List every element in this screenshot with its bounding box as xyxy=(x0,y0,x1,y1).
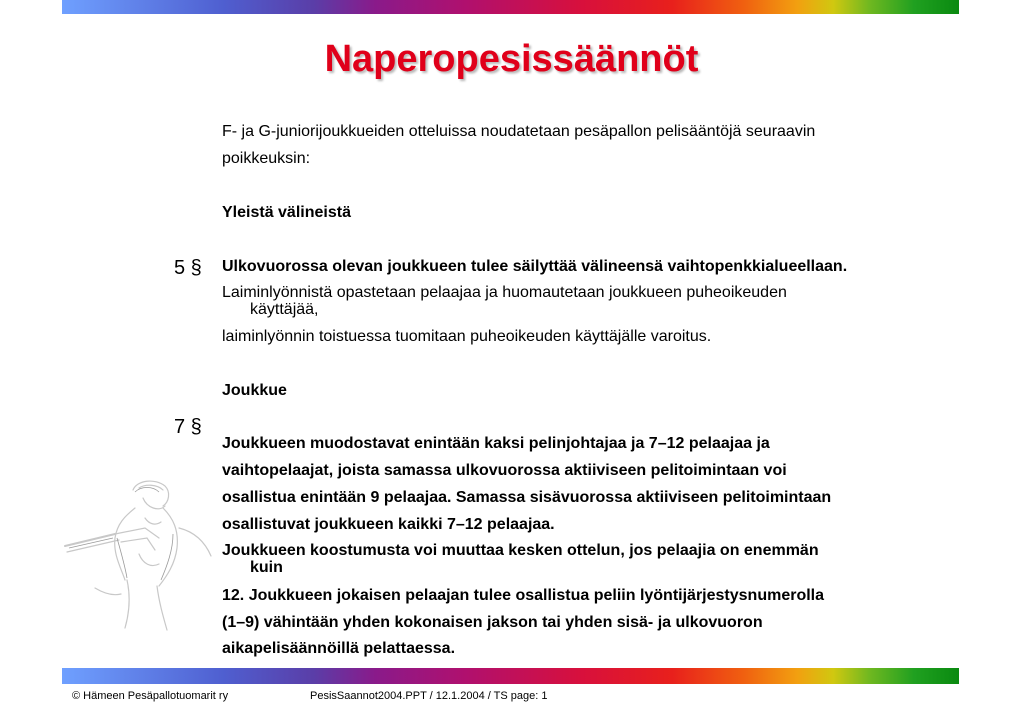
batter-illustration xyxy=(55,468,230,633)
rule-line: kuin xyxy=(250,559,283,576)
rule-line: Joukkueen koostumusta voi muuttaa kesken ottelun, jos pelaajia on enemmän xyxy=(222,542,819,559)
section-heading: Joukkue xyxy=(222,382,287,399)
rule-line: 12. Joukkueen jokaisen pelaajan tulee osallistua peliin lyöntijärjestysnumerolla xyxy=(222,587,824,604)
rule-line: (1–9) vähintään yhden kokonaisen jakson tai yhden sisä- ja ulkovuoron xyxy=(222,614,763,631)
rule-line: Joukkueen muodostavat enintään kaksi pelinjohtajaa ja 7–12 pelaajaa ja xyxy=(222,435,770,452)
slide-title: Naperopesissäännöt xyxy=(324,38,699,80)
top-gradient-bar xyxy=(62,0,959,14)
rule-line: käyttäjää, xyxy=(250,301,319,318)
section-heading: Yleistä välineistä xyxy=(222,204,351,221)
rule-line: osallistua enintään 9 pelaajaa. Samassa sisävuorossa aktiiviseen pelitoimintaan xyxy=(222,489,832,506)
section-number: 7 § xyxy=(174,416,202,438)
rule-line: aikapelisäännöillä pelattaessa. xyxy=(222,640,456,657)
section-number: 5 § xyxy=(174,257,202,279)
rule-line: laiminlyönnin toistuessa tuomitaan puheoikeuden käyttäjälle varoitus. xyxy=(222,328,712,345)
rule-line: Ulkovuorossa olevan joukkueen tulee säilyttää välineensä vaihtopenkkialueellaan. xyxy=(222,258,848,275)
intro-line: poikkeuksin: xyxy=(222,150,311,167)
footer-copyright: © Hämeen Pesäpallotuomarit ry xyxy=(72,690,229,702)
rule-line: osallistuvat joukkueen kaikki 7–12 pelaajaa. xyxy=(222,516,555,533)
bottom-gradient-bar xyxy=(62,668,959,684)
intro-line: F- ja G-juniorijoukkueiden otteluissa noudatetaan pesäpallon pelisääntöjä seuraavin xyxy=(222,123,816,140)
footer-file-info: PesisSaannot2004.PPT / 12.1.2004 / TS page: 1 xyxy=(310,690,548,702)
rule-line: Laiminlyönnistä opastetaan pelaajaa ja huomautetaan joukkueen puheoikeuden xyxy=(222,284,787,301)
rule-line: vaihtopelaajat, joista samassa ulkovuorossa aktiiviseen pelitoimintaan voi xyxy=(222,462,787,479)
